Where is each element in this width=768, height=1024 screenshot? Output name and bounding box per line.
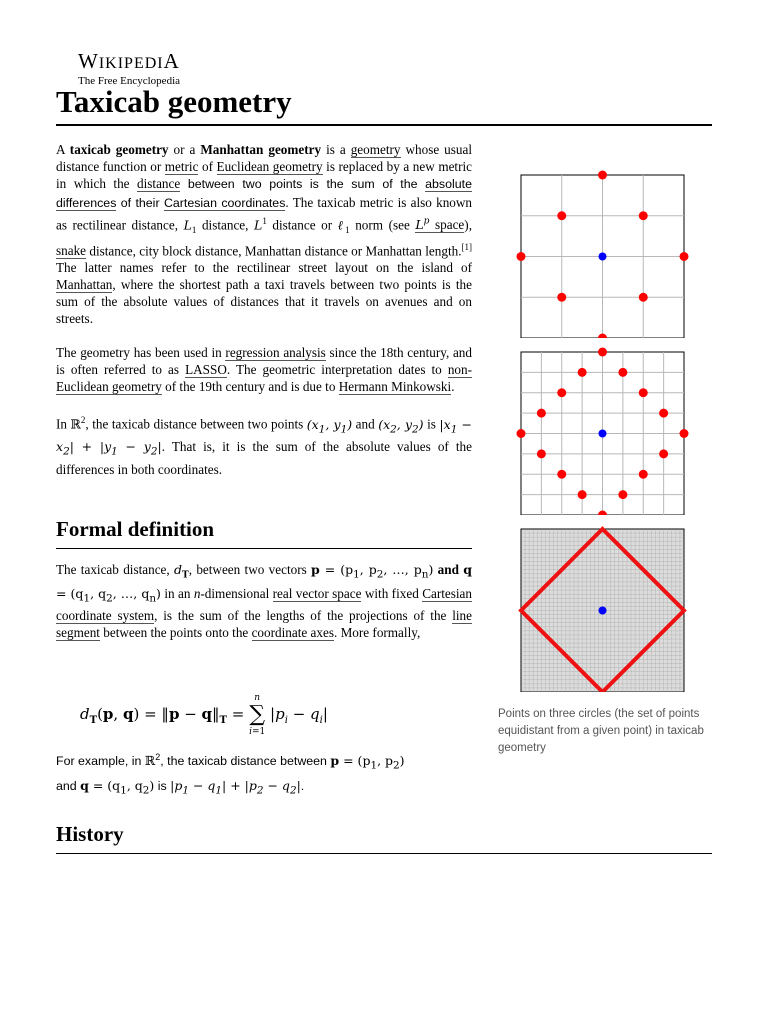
circle-point <box>557 388 566 397</box>
intro-paragraph-2: The geometry has been used in regression analysis since the 18th century, and is often referred to as LASSO. The geometric interpretation dates to non-Euclidean geometry of the 19th century and is due to Hermann Minkowski. <box>56 345 472 395</box>
link-distance[interactable]: distance <box>137 176 181 191</box>
example-section <box>56 747 472 811</box>
center-point <box>599 607 607 615</box>
link-cartesian-coordinates[interactable]: Cartesian coordinates <box>163 196 286 210</box>
circle-point <box>618 368 627 377</box>
link-regression-analysis[interactable]: regression analysis <box>225 345 326 361</box>
taxicab-circle-figure-2 <box>510 345 695 515</box>
reference-1[interactable]: [1] <box>461 242 472 253</box>
link-geometry[interactable]: geometry <box>350 142 401 157</box>
circle-point <box>639 388 648 397</box>
wordmark: WIKIPEDIA <box>78 49 180 73</box>
circle-point <box>639 211 648 220</box>
taxicab-circle-figure-3 <box>510 522 695 692</box>
tagline: The Free Encyclopedia <box>78 75 181 87</box>
circle-point <box>578 368 587 377</box>
center-point <box>599 253 607 261</box>
link-non-euclidean-geometry[interactable]: non-Euclidean geometry <box>56 362 472 395</box>
heading-history: History <box>56 822 712 854</box>
link-absolute-differences[interactable]: absolute differences <box>56 177 472 210</box>
circle-point <box>680 252 689 261</box>
link-coordinate-axes[interactable]: coordinate axes <box>251 625 334 641</box>
taxicab-circle-figure-1 <box>510 168 695 338</box>
formal-section <box>56 561 472 652</box>
page-title: Taxicab geometry <box>56 84 712 126</box>
link-euclidean-geometry[interactable]: Euclidean geometry <box>216 159 323 174</box>
circle-point <box>557 293 566 302</box>
circle-point <box>639 293 648 302</box>
circle-point <box>680 429 689 438</box>
circle-point <box>557 211 566 220</box>
intro-section <box>56 141 472 489</box>
link-cartesian-coordinate-system[interactable]: Cartesian coordinate system <box>56 585 472 624</box>
link-snake[interactable]: snake <box>56 243 87 259</box>
formal-paragraph: The taxicab distance, $d_T$, between two vectors $p = (p_1$, $p_2$, …, $p_n$) and $q = (q_1$, $q_2$, …, $q_n$) in an n-dimensional real vector space with fixed Cartesian coordinate system, is the sum of the lengths of the projections of the line segment between the points onto the coordinate axes. More formally, <box>56 562 472 641</box>
circle-point <box>598 171 607 180</box>
circle-point <box>639 470 648 479</box>
circle-point <box>618 490 627 499</box>
example-paragraph: For example, in ℝ$^2$, the taxicab distance between $p = (p_1$, $p_2$) and $q = (q_1$, $q_2$) is $|p_1 - q_1| + |p_2 - q_2|$. <box>56 752 405 797</box>
link-hermann-minkowski[interactable]: Hermann Minkowski <box>338 379 452 395</box>
wikipedia-logo[interactable] <box>78 50 180 87</box>
circle-point <box>557 470 566 479</box>
link-line-segment[interactable]: line segment <box>56 608 472 641</box>
link-metric[interactable]: metric <box>164 159 199 174</box>
link-real-vector-space[interactable]: real vector space <box>272 585 362 601</box>
circle-point <box>517 252 526 261</box>
circle-point <box>598 348 607 357</box>
taxicab-distance-formula: $d_T(p$, q) = ‖p − $q‖_T$ = n ∑ i=1 $|p_i - q_i|$ <box>80 693 328 737</box>
link-manhattan[interactable]: Manhattan <box>56 277 113 293</box>
link-lp-space[interactable]: $L^p$ space <box>415 217 465 233</box>
intro-paragraph-1: A taxicab geometry or a Manhattan geometry is a geometry whose usual distance function or metric of Euclidean geometry is replaced by a new metric in which the distance between two points is the sum of the absolute differences of their Cartesian coordinates. The taxicab metric is also known as rectilinear distance, $L_1$ distance, $L^1$ distance or ℓ$_1$ norm (see $L^p$ space), snake distance, city block distance, Manhattan distance or Manhattan length.[1] The latter names refer to the rectilinear street layout on the island of Manhattan, where the shortest path a taxi travels between two points is the sum of the absolute values of distances that it travels on avenues and on streets. <box>56 142 473 327</box>
circle-point <box>578 490 587 499</box>
circle-point <box>659 449 668 458</box>
center-point <box>599 430 607 438</box>
circle-point <box>517 429 526 438</box>
intro-paragraph-3: In ℝ$^2$, the taxicab distance between two points ($x_1$, $y_1$) and ($x_2$, $y_2$) is $|x_1 - x_2| + |y_1 - y_2|$. That is, it is the sum of the absolute values of the differences in both coordinates. <box>56 415 473 477</box>
circle-point <box>537 409 546 418</box>
link-lasso[interactable]: LASSO <box>185 362 227 378</box>
figure-caption: Points on three circles (the set of points equidistant from a given point) in taxicab geometry <box>498 708 704 754</box>
circle-point <box>659 409 668 418</box>
heading-formal-definition: Formal definition <box>56 517 472 549</box>
circle-point <box>537 449 546 458</box>
